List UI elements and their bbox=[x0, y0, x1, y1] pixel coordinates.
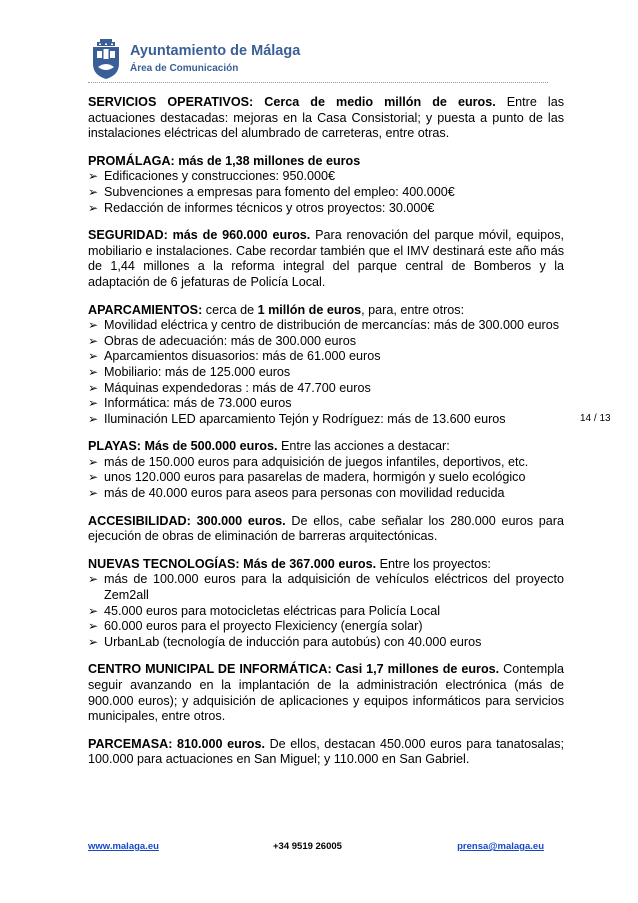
section-heading: NUEVAS TECNOLOGÍAS: Más de 367.000 euros. bbox=[88, 556, 377, 571]
section-promalaga bbox=[88, 154, 564, 170]
phone-number: +34 9519 26005 bbox=[273, 841, 342, 852]
section-nuevas-tecnologias bbox=[88, 557, 564, 573]
list-item: ➢ Mobiliario: más de 125.000 euros bbox=[88, 365, 564, 381]
section-heading: SERVICIOS OPERATIVOS: Cerca de medio millón de euros. bbox=[88, 95, 496, 109]
section-heading: ACCESIBILIDAD: 300.000 euros. bbox=[88, 513, 286, 528]
section-text: Entre las acciones a destacar: bbox=[277, 439, 450, 454]
list-item: ➢ Movilidad eléctrica y centro de distribución de mercancías: más de 300.000 euros bbox=[88, 318, 564, 334]
list-item: ➢ UrbanLab (tecnología de inducción para autobús) con 40.000 euros bbox=[88, 635, 564, 651]
page-number: 14 / 13 bbox=[580, 413, 611, 424]
list-item: ➢ más de 100.000 euros para la adquisición de vehículos eléctricos del proyecto Zem2all bbox=[88, 572, 564, 603]
header-divider bbox=[88, 82, 548, 83]
list-item: ➢ más de 40.000 euros para aseos para personas con movilidad reducida bbox=[88, 486, 564, 502]
section-heading: APARCAMIENTOS: bbox=[88, 302, 203, 317]
document-body bbox=[88, 95, 564, 780]
section-heading: PLAYAS: Más de 500.000 euros. bbox=[88, 439, 278, 454]
nuevas-tecnologias-list bbox=[88, 572, 564, 650]
section-seguridad bbox=[88, 228, 564, 290]
section-parcemasa bbox=[88, 737, 564, 768]
section-text: Para renovación del parque móvil, equipos, mobiliario e instalaciones. Cabe recordar también que el IMV destinará este año más de 1,44 millones a la reforma integral del parque central de Bomberos y la adaptación de 6 jefaturas de Policía Local. bbox=[88, 228, 564, 289]
section-text: Contempla seguir avanzando en la implantación de la administración electrónica (más de 900.000 euros); y adquisición de aplicaciones y equipos informáticos para servicios municipales, entre otros. bbox=[88, 662, 564, 724]
section-playas bbox=[88, 439, 564, 455]
section-centro-informatica bbox=[88, 662, 564, 724]
section-heading: PARCEMASA: 810.000 euros. bbox=[88, 736, 265, 751]
list-item: ➢ más de 150.000 euros para adquisición de juegos infantiles, deportivos, etc. bbox=[88, 455, 564, 471]
playas-list bbox=[88, 455, 564, 502]
list-item: ➢ Redacción de informes técnicos y otros proyectos: 30.000€ bbox=[88, 201, 564, 217]
page-header bbox=[88, 36, 548, 84]
department-name: Área de Comunicación bbox=[130, 63, 239, 74]
section-aparcamientos bbox=[88, 303, 564, 319]
list-item: ➢ Edificaciones y construcciones: 950.000€ bbox=[88, 169, 564, 185]
section-highlight: 1 millón de euros bbox=[257, 302, 362, 317]
section-servicios bbox=[88, 95, 564, 142]
section-heading: PROMÁLAGA: más de 1,38 millones de euros bbox=[88, 153, 361, 168]
list-item: ➢ Subvenciones a empresas para fomento del empleo: 400.000€ bbox=[88, 185, 564, 201]
section-text: , para, entre otros: bbox=[361, 302, 465, 317]
website-link[interactable]: www.malaga.eu bbox=[88, 841, 159, 852]
section-heading: SEGURIDAD: más de 960.000 euros. bbox=[88, 228, 311, 243]
list-item: ➢ Informática: más de 73.000 euros bbox=[88, 396, 564, 412]
section-text: Entre los proyectos: bbox=[376, 556, 491, 571]
section-heading: CENTRO MUNICIPAL DE INFORMÁTICA: Casi 1,7 millones de euros. bbox=[88, 662, 500, 677]
promalaga-list bbox=[88, 169, 564, 216]
list-item: ➢ Obras de adecuación: más de 300.000 euros bbox=[88, 334, 564, 350]
list-item: ➢ Máquinas expendedoras : más de 47.700 euros bbox=[88, 381, 564, 397]
list-item: ➢ Iluminación LED aparcamiento Tejón y Rodríguez: más de 13.600 euros bbox=[88, 412, 564, 428]
section-text: Entre las actuaciones destacadas: mejoras en la Casa Consistorial; y puesta a punto de las instalaciones eléctricas del alumbrado de carreteras, entre otras. bbox=[88, 95, 565, 141]
list-item: ➢ unos 120.000 euros para pasarelas de madera, hormigón y suelo ecológico bbox=[88, 470, 564, 486]
list-item: ➢ 60.000 euros para el proyecto Flexiciency (energía solar) bbox=[88, 619, 564, 635]
organization-name: Ayuntamiento de Málaga bbox=[130, 43, 301, 59]
aparcamientos-list bbox=[88, 318, 564, 427]
city-coat-of-arms-icon bbox=[91, 39, 121, 79]
section-text: De ellos, cabe señalar los 280.000 euros para ejecución de obras de eliminación de barreras arquitectónicas. bbox=[88, 513, 564, 544]
list-item: ➢ 45.000 euros para motocicletas eléctricas para Policía Local bbox=[88, 604, 564, 620]
email-link[interactable]: prensa@malaga.eu bbox=[457, 841, 544, 852]
list-item: ➢ Aparcamientos disuasorios: más de 61.000 euros bbox=[88, 349, 564, 365]
section-text: cerca de bbox=[202, 302, 258, 317]
section-accesibilidad bbox=[88, 514, 564, 545]
page-footer bbox=[88, 841, 544, 855]
section-text: De ellos, destacan 450.000 euros para tanatosalas; 100.000 para actuaciones en San Miguel; y 110.000 en San Gabriel. bbox=[88, 736, 564, 767]
